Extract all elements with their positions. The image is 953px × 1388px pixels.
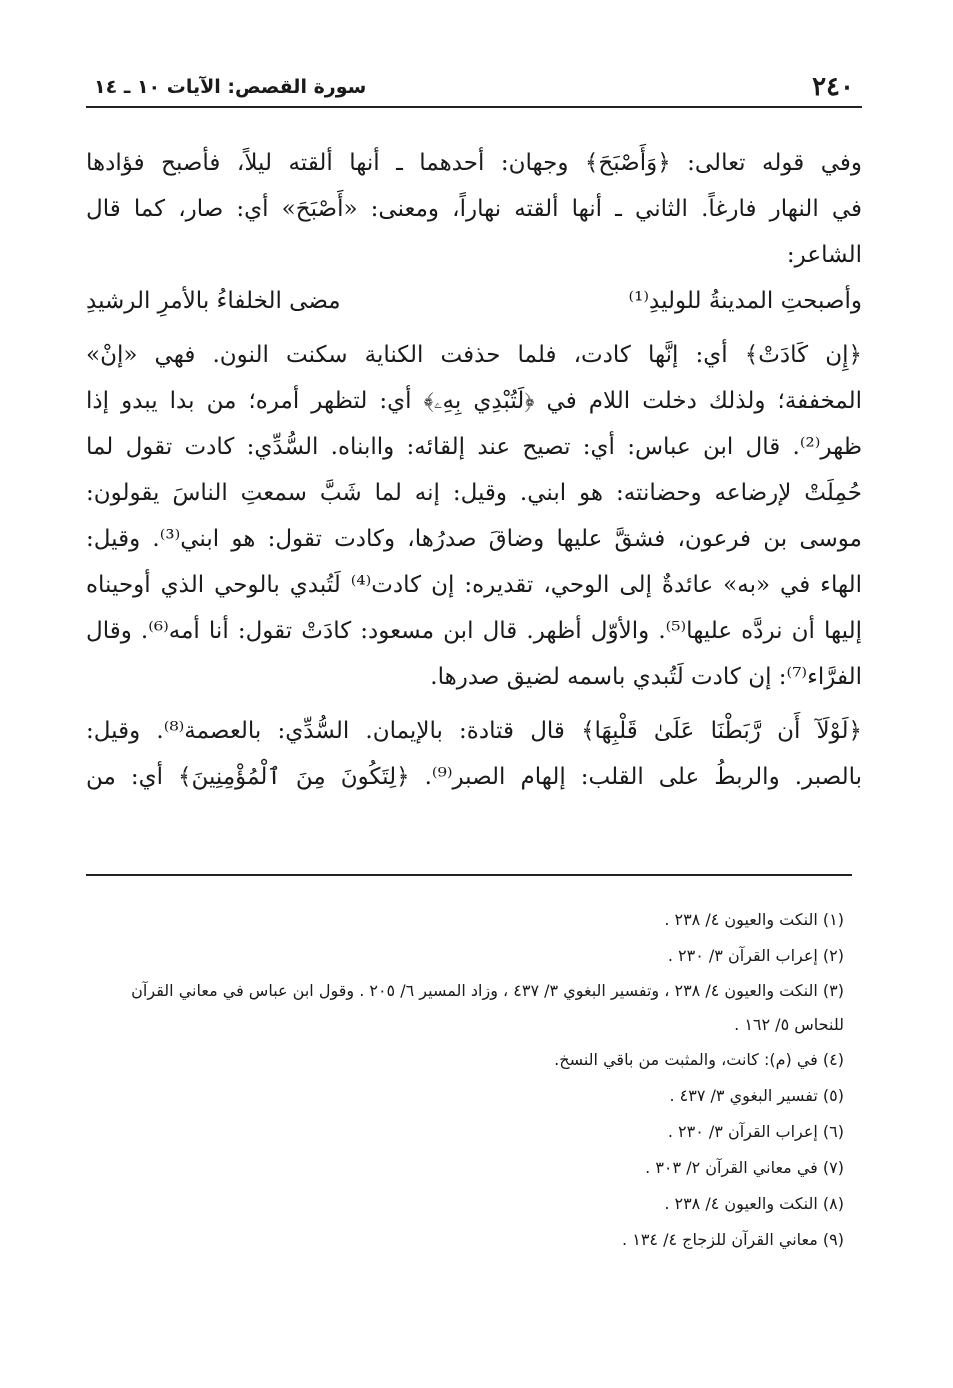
footnote-item: (٤) في (م): كانت، والمثبت من باقي النسخ. — [554, 1050, 844, 1069]
text-line: الشاعر: — [786, 242, 862, 268]
text-line: الهاء في «به» عائدةٌ إلى الوحي، تقديره: إن كادت⁽⁴⁾ لَتُبدي بالوحي الذي أوحيناه — [86, 572, 862, 598]
footnote-item: (٧) في معاني القرآن ٢/ ٣٠٣ . — [645, 1158, 844, 1177]
text-line: ظهر⁽²⁾. قال ابن عباس: أي: تصيح عند إلقائه: واابناه. السُّدِّي: كادت تقول لما — [86, 434, 862, 460]
page-number: ٢٤٠ — [812, 72, 854, 102]
footnote-separator — [86, 874, 852, 876]
main-text — [86, 140, 862, 800]
text-line: موسى بن فرعون، فشقَّ عليها وضاقَ صدرُها، وكادت تقول: هو ابني⁽³⁾. وقيل: — [86, 526, 862, 552]
text-line: إليها أن نردَّه عليها⁽⁵⁾. والأوّل أظهر. قال ابن مسعود: كادَتْ تقول: أنا أمه⁽⁶⁾. وقال — [86, 618, 862, 644]
text-line: المخففة؛ ولذلك دخلت اللام في ﴿لَتُبْدِي بِهِۦ﴾ أي: لتظهر أمره؛ من بدا يبدو إذا — [86, 388, 862, 414]
page-header — [86, 66, 862, 108]
poetry-verse — [86, 278, 862, 324]
text-line: بالصبر. والربطُ على القلب: إلهام الصبر⁽⁹⁾. ﴿لِتَكُونَ مِنَ ٱلْمُؤْمِنِينَ﴾ أي: من — [86, 764, 862, 790]
footnotes — [86, 902, 852, 1258]
text-line: وفي قوله تعالى: ﴿وَأَصْبَحَ﴾ وجهان: أحدهما ـ أنها ألقته ليلاً، فأصبح فؤادها — [86, 150, 862, 176]
footnote-item: (٨) النكت والعيون ٤/ ٢٣٨ . — [664, 1194, 844, 1213]
text-line: ﴿لَوْلَآ أَن رَّبَطْنَا عَلَىٰ قَلْبِهَا﴾ قال قتادة: بالإيمان. السُّدِّي: بالعصمة⁽⁸⁾. وقيل: — [86, 718, 862, 744]
footnote-item: (٩) معاني القرآن للزجاج ٤/ ١٣٤ . — [622, 1230, 844, 1249]
text-line: ﴿إِن كَادَتْ﴾ أي: إنَّها كادت، فلما حذفت الكناية سكنت النون. فهي «إنْ» — [86, 342, 862, 368]
footnote-item: (١) النكت والعيون ٤/ ٢٣٨ . — [664, 910, 844, 929]
text-line: الفرَّاء⁽⁷⁾: إن كادت لَتُبدي باسمه لضيق صدرها. — [430, 664, 862, 690]
verse-second-hemistich: مضى الخلفاءُ بالأمرِ الرشيدِ — [86, 288, 341, 314]
verse-first-hemistich: وأصبحتِ المدينةُ للوليدِ⁽¹⁾ — [628, 288, 862, 314]
text-line: في النهار فارغاً. الثاني ـ أنها ألقته نهاراً، ومعنى: «أَصْبَحَ» أي: صار، كما قال — [86, 196, 862, 222]
header-rule — [86, 106, 862, 108]
footnote-item: (٦) إعراب القرآن ٣/ ٢٣٠ . — [667, 1122, 844, 1141]
footnote-item: (٣) النكت والعيون ٤/ ٢٣٨ ، وتفسير البغوي ٣/ ٤٣٧ ، وزاد المسير ٦/ ٢٠٥ . وقول ابن عباس في معاني القرآن للنحاس ٥/ ١٦٢ . — [131, 981, 844, 1034]
footnote-item: (٢) إعراب القرآن ٣/ ٢٣٠ . — [667, 946, 844, 965]
text-line: حُمِلَتْ لإرضاعه وحضانته: هو ابني. وقيل: إنه لما شَبَّ سمعتِ الناسَ يقولون: — [86, 480, 862, 506]
running-title: سورة القصص: الآيات ١٠ ـ ١٤ — [94, 76, 367, 98]
footnote-item: (٥) تفسير البغوي ٣/ ٤٣٧ . — [669, 1086, 844, 1105]
